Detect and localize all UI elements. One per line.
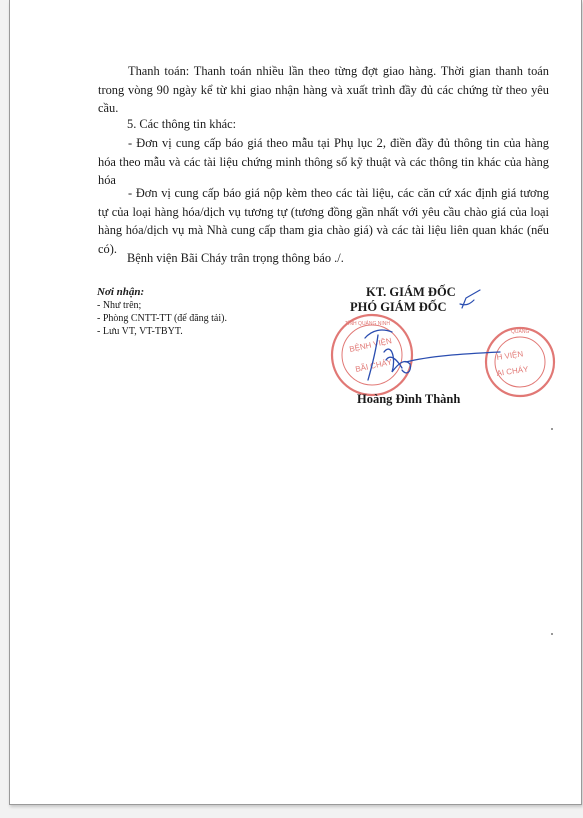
stamp-right <box>486 328 554 396</box>
stamp-left <box>332 315 412 395</box>
signer-name: Hoàng Đình Thành <box>357 392 461 406</box>
scan-speck <box>551 428 553 430</box>
payment-paragraph: Thanh toán: Thanh toán nhiều lần theo từng đợt giao hàng. Thời gian thanh toán trong vòng 90 ngày kể từ khi giao nhận hàng và xuất trình đầy đủ các chứng từ theo yêu cầu. <box>98 64 549 115</box>
closing-line: Bệnh viện Bãi Cháy trân trọng thông báo ./. <box>127 251 344 265</box>
svg-text:BỆNH VIỆN: BỆNH VIỆN <box>348 336 393 354</box>
svg-text:BÃI CHÁY: BÃI CHÁY <box>354 357 393 374</box>
signature-title-line-2: PHÓ GIÁM ĐỐC <box>350 300 447 314</box>
section-5-heading: 5. Các thông tin khác: <box>127 117 237 131</box>
signature-title-line-1: KT. GIÁM ĐỐC <box>366 285 456 299</box>
svg-text:TỈNH QUẢNG NINH: TỈNH QUẢNG NINH <box>345 321 390 327</box>
other-info-item-2: - Đơn vị cung cấp báo giá nộp kèm theo các tài liệu, các căn cứ xác định giá tương tự của loại hàng hóa/dịch vụ tương tự (tương đồng gần nhất với yêu cầu chào giá của loại hàng hóa/dịch vụ mà Nhà cung cấp tham gia chào giá) và các tài liệu liên quan khác (nếu có). <box>98 186 549 256</box>
recipient-line: - Lưu VT, VT-TBYT. <box>97 326 183 337</box>
svg-text:AI CHÁY: AI CHÁY <box>496 364 529 378</box>
recipients-title: Nơi nhận: <box>97 286 145 298</box>
recipient-line: - Phòng CNTT-TT (để đăng tải). <box>97 313 227 324</box>
recipient-line: - Như trên; <box>97 300 142 311</box>
svg-text:H VIỆN: H VIỆN <box>496 349 524 362</box>
other-info-item-1: - Đơn vị cung cấp báo giá theo mẫu tại Phụ lục 2, điền đầy đủ thông tin của hàng hóa theo mẫu và các tài liệu chứng minh thông số kỹ thuật và các thông tin khác của hàng hóa <box>98 136 549 187</box>
svg-text:QUẢNG: QUẢNG <box>511 329 530 335</box>
initial-mark <box>460 290 480 308</box>
scan-speck <box>551 633 553 635</box>
